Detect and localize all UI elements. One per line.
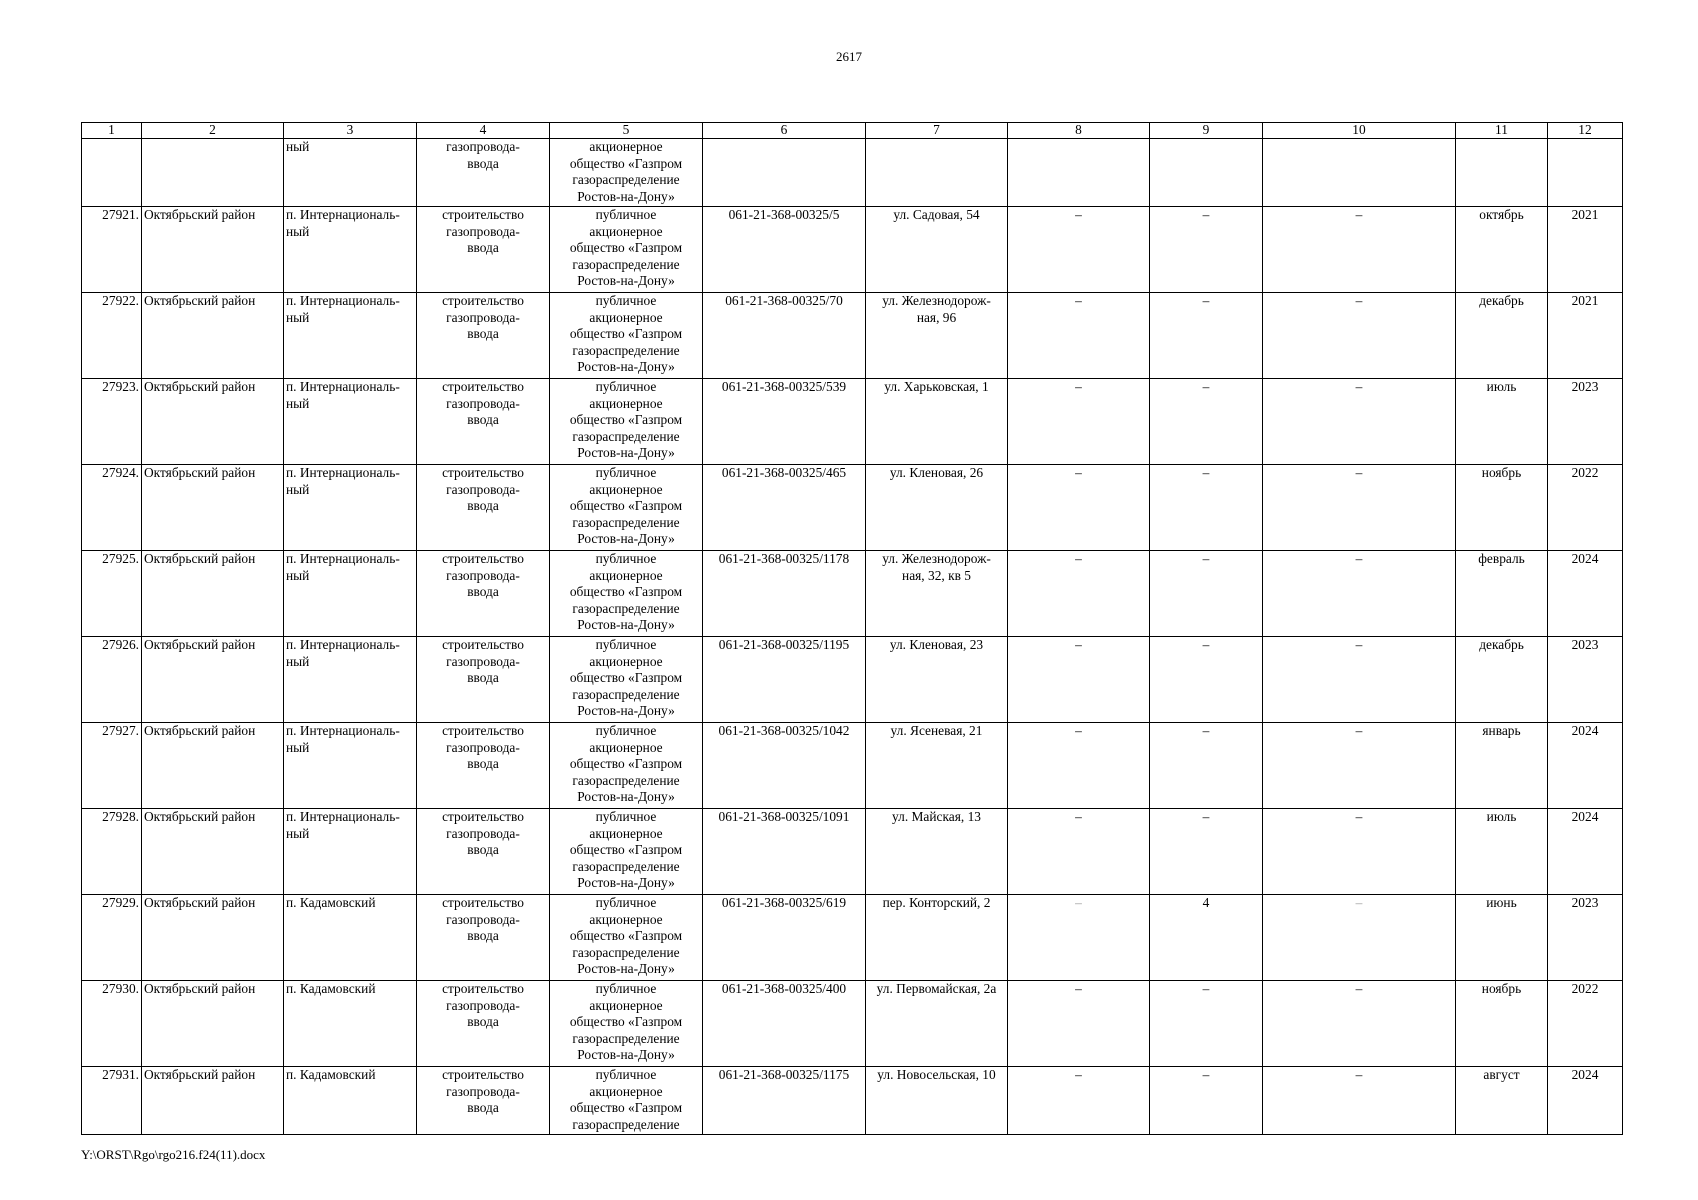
cell-month — [1456, 139, 1548, 207]
cell-address: ул. Майская, 13 — [866, 809, 1008, 895]
cell-registration-code: 061-21-368-00325/1042 — [703, 723, 866, 809]
table-row — [82, 637, 1623, 723]
table-row — [82, 465, 1623, 551]
cell-organization: акционерное общество «Газпром газораспределение Ростов-на-Дону» — [550, 139, 703, 207]
cell-number: 27921. — [82, 207, 142, 293]
cell-district: Октябрьский район — [142, 465, 284, 551]
cell-address: ул. Новосельская, 10 — [866, 1067, 1008, 1135]
cell-settlement: ный — [284, 139, 417, 207]
table-row — [82, 981, 1623, 1067]
cell-col9: – — [1150, 207, 1263, 293]
column-header-5: 5 — [550, 123, 703, 139]
cell-registration-code: 061-21-368-00325/5 — [703, 207, 866, 293]
cell-month: июль — [1456, 809, 1548, 895]
cell-col10: – — [1263, 379, 1456, 465]
cell-col10: – — [1263, 1067, 1456, 1135]
column-header-8: 8 — [1008, 123, 1150, 139]
table-row — [82, 1067, 1623, 1135]
column-header-6: 6 — [703, 123, 866, 139]
cell-work-type: строительство газопровода- ввода — [417, 1067, 550, 1135]
cell-district: Октябрьский район — [142, 551, 284, 637]
cell-registration-code: 061-21-368-00325/1091 — [703, 809, 866, 895]
cell-settlement: п. Интернациональ- ный — [284, 723, 417, 809]
cell-settlement: п. Интернациональ- ный — [284, 809, 417, 895]
column-header-12: 12 — [1548, 123, 1623, 139]
cell-month: декабрь — [1456, 293, 1548, 379]
cell-district: Октябрьский район — [142, 895, 284, 981]
table-row — [82, 895, 1623, 981]
cell-settlement: п. Интернациональ- ный — [284, 637, 417, 723]
cell-organization: публичное акционерное общество «Газпром газораспределение — [550, 1067, 703, 1135]
cell-col9: – — [1150, 1067, 1263, 1135]
cell-col10: – — [1263, 809, 1456, 895]
cell-col8: – — [1008, 1067, 1150, 1135]
cell-col10: – — [1263, 293, 1456, 379]
cell-number: 27927. — [82, 723, 142, 809]
cell-address: ул. Железнодорож- ная, 96 — [866, 293, 1008, 379]
cell-col9 — [1150, 139, 1263, 207]
cell-month: июнь — [1456, 895, 1548, 981]
cell-work-type: строительство газопровода- ввода — [417, 379, 550, 465]
cell-district: Октябрьский район — [142, 809, 284, 895]
cell-number: 27931. — [82, 1067, 142, 1135]
cell-organization: публичное акционерное общество «Газпром газораспределение Ростов-на-Дону» — [550, 723, 703, 809]
column-header-3: 3 — [284, 123, 417, 139]
cell-year — [1548, 139, 1623, 207]
cell-organization: публичное акционерное общество «Газпром газораспределение Ростов-на-Дону» — [550, 207, 703, 293]
cell-registration-code — [703, 139, 866, 207]
cell-col8: – — [1008, 981, 1150, 1067]
cell-work-type: строительство газопровода- ввода — [417, 637, 550, 723]
table-row — [82, 809, 1623, 895]
continuation-row — [82, 139, 1623, 207]
cell-col10: – — [1263, 637, 1456, 723]
cell-settlement: п. Интернациональ- ный — [284, 465, 417, 551]
cell-number: 27929. — [82, 895, 142, 981]
cell-col10: – — [1263, 723, 1456, 809]
cell-col8 — [1008, 139, 1150, 207]
cell-organization: публичное акционерное общество «Газпром газораспределение Ростов-на-Дону» — [550, 895, 703, 981]
footer-file-path: Y:\ORST\Rgo\rgo216.f24(11).docx — [81, 1147, 266, 1162]
cell-work-type: газопровода- ввода — [417, 139, 550, 207]
cell-organization: публичное акционерное общество «Газпром газораспределение Ростов-на-Дону» — [550, 981, 703, 1067]
cell-col8: – — [1008, 809, 1150, 895]
column-header-10: 10 — [1263, 123, 1456, 139]
cell-district: Октябрьский район — [142, 1067, 284, 1135]
cell-address: ул. Кленовая, 26 — [866, 465, 1008, 551]
cell-registration-code: 061-21-368-00325/1195 — [703, 637, 866, 723]
cell-work-type: строительство газопровода- ввода — [417, 293, 550, 379]
column-number-row — [82, 123, 1623, 139]
cell-col10: – — [1263, 895, 1456, 981]
cell-month: декабрь — [1456, 637, 1548, 723]
cell-registration-code: 061-21-368-00325/1175 — [703, 1067, 866, 1135]
cell-settlement: п. Кадамовский — [284, 981, 417, 1067]
cell-district — [142, 139, 284, 207]
cell-work-type: строительство газопровода- ввода — [417, 981, 550, 1067]
cell-month: ноябрь — [1456, 465, 1548, 551]
cell-registration-code: 061-21-368-00325/539 — [703, 379, 866, 465]
cell-year: 2021 — [1548, 207, 1623, 293]
cell-organization: публичное акционерное общество «Газпром газораспределение Ростов-на-Дону» — [550, 465, 703, 551]
cell-number: 27926. — [82, 637, 142, 723]
cell-col8: – — [1008, 465, 1150, 551]
cell-registration-code: 061-21-368-00325/1178 — [703, 551, 866, 637]
cell-number: 27925. — [82, 551, 142, 637]
cell-registration-code: 061-21-368-00325/70 — [703, 293, 866, 379]
register-table — [81, 122, 1623, 1135]
cell-year: 2023 — [1548, 637, 1623, 723]
cell-settlement: п. Интернациональ- ный — [284, 551, 417, 637]
cell-month: октябрь — [1456, 207, 1548, 293]
cell-col10: – — [1263, 981, 1456, 1067]
cell-month: август — [1456, 1067, 1548, 1135]
cell-col9: – — [1150, 465, 1263, 551]
cell-col10 — [1263, 139, 1456, 207]
cell-district: Октябрьский район — [142, 637, 284, 723]
cell-col9: – — [1150, 379, 1263, 465]
cell-organization: публичное акционерное общество «Газпром газораспределение Ростов-на-Дону» — [550, 637, 703, 723]
cell-col9: – — [1150, 809, 1263, 895]
cell-month: ноябрь — [1456, 981, 1548, 1067]
cell-work-type: строительство газопровода- ввода — [417, 809, 550, 895]
cell-settlement: п. Интернациональ- ный — [284, 207, 417, 293]
cell-year: 2021 — [1548, 293, 1623, 379]
cell-address: ул. Железнодорож- ная, 32, кв 5 — [866, 551, 1008, 637]
cell-district: Октябрьский район — [142, 379, 284, 465]
cell-district: Октябрьский район — [142, 981, 284, 1067]
page-number: 2617 — [836, 49, 862, 64]
column-header-7: 7 — [866, 123, 1008, 139]
cell-district: Октябрьский район — [142, 723, 284, 809]
cell-col8: – — [1008, 551, 1150, 637]
cell-work-type: строительство газопровода- ввода — [417, 465, 550, 551]
cell-col9: – — [1150, 551, 1263, 637]
cell-number: 27922. — [82, 293, 142, 379]
column-header-1: 1 — [82, 123, 142, 139]
cell-number: 27930. — [82, 981, 142, 1067]
cell-month: февраль — [1456, 551, 1548, 637]
cell-col9: 4 — [1150, 895, 1263, 981]
column-header-11: 11 — [1456, 123, 1548, 139]
cell-year: 2022 — [1548, 465, 1623, 551]
cell-work-type: строительство газопровода- ввода — [417, 723, 550, 809]
cell-col9: – — [1150, 637, 1263, 723]
cell-address: ул. Первомайская, 2а — [866, 981, 1008, 1067]
cell-registration-code: 061-21-368-00325/619 — [703, 895, 866, 981]
cell-registration-code: 061-21-368-00325/465 — [703, 465, 866, 551]
cell-month: июль — [1456, 379, 1548, 465]
cell-col9: – — [1150, 293, 1263, 379]
cell-work-type: строительство газопровода- ввода — [417, 895, 550, 981]
cell-organization: публичное акционерное общество «Газпром газораспределение Ростов-на-Дону» — [550, 293, 703, 379]
cell-col8: – — [1008, 723, 1150, 809]
cell-number: 27928. — [82, 809, 142, 895]
table-row — [82, 551, 1623, 637]
cell-year: 2023 — [1548, 895, 1623, 981]
table-row — [82, 723, 1623, 809]
cell-year: 2023 — [1548, 379, 1623, 465]
cell-number — [82, 139, 142, 207]
cell-col9: – — [1150, 981, 1263, 1067]
cell-work-type: строительство газопровода- ввода — [417, 207, 550, 293]
cell-col8: – — [1008, 293, 1150, 379]
cell-number: 27923. — [82, 379, 142, 465]
cell-col8: – — [1008, 895, 1150, 981]
cell-organization: публичное акционерное общество «Газпром газораспределение Ростов-на-Дону» — [550, 379, 703, 465]
cell-address — [866, 139, 1008, 207]
cell-col8: – — [1008, 207, 1150, 293]
cell-work-type: строительство газопровода- ввода — [417, 551, 550, 637]
cell-col9: – — [1150, 723, 1263, 809]
cell-registration-code: 061-21-368-00325/400 — [703, 981, 866, 1067]
cell-address: ул. Кленовая, 23 — [866, 637, 1008, 723]
table-row — [82, 379, 1623, 465]
cell-address: пер. Конторский, 2 — [866, 895, 1008, 981]
cell-settlement: п. Кадамовский — [284, 895, 417, 981]
cell-year: 2024 — [1548, 551, 1623, 637]
cell-address: ул. Харьковская, 1 — [866, 379, 1008, 465]
cell-settlement: п. Кадамовский — [284, 1067, 417, 1135]
cell-year: 2024 — [1548, 809, 1623, 895]
cell-col8: – — [1008, 637, 1150, 723]
column-header-9: 9 — [1150, 123, 1263, 139]
cell-col10: – — [1263, 465, 1456, 551]
cell-col10: – — [1263, 207, 1456, 293]
cell-year: 2024 — [1548, 1067, 1623, 1135]
column-header-4: 4 — [417, 123, 550, 139]
cell-number: 27924. — [82, 465, 142, 551]
cell-col10: – — [1263, 551, 1456, 637]
cell-year: 2024 — [1548, 723, 1623, 809]
table-row — [82, 207, 1623, 293]
cell-address: ул. Садовая, 54 — [866, 207, 1008, 293]
cell-organization: публичное акционерное общество «Газпром газораспределение Ростов-на-Дону» — [550, 809, 703, 895]
cell-month: январь — [1456, 723, 1548, 809]
column-header-2: 2 — [142, 123, 284, 139]
cell-year: 2022 — [1548, 981, 1623, 1067]
cell-settlement: п. Интернациональ- ный — [284, 379, 417, 465]
cell-address: ул. Ясеневая, 21 — [866, 723, 1008, 809]
cell-col8: – — [1008, 379, 1150, 465]
cell-district: Октябрьский район — [142, 293, 284, 379]
cell-district: Октябрьский район — [142, 207, 284, 293]
cell-organization: публичное акционерное общество «Газпром газораспределение Ростов-на-Дону» — [550, 551, 703, 637]
cell-settlement: п. Интернациональ- ный — [284, 293, 417, 379]
table-row — [82, 293, 1623, 379]
